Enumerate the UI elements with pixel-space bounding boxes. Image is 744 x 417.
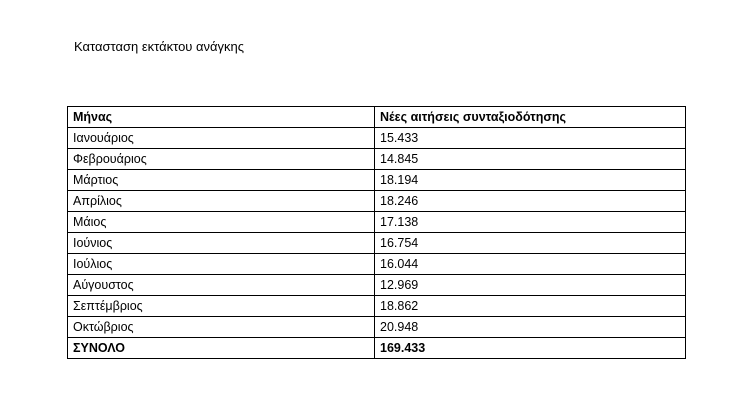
table-row xyxy=(68,170,686,191)
table-row xyxy=(68,128,686,149)
applications-cell: 18.194 xyxy=(375,170,686,191)
month-cell: Ιούλιος xyxy=(68,254,375,275)
applications-cell: 18.862 xyxy=(375,296,686,317)
total-label: ΣΥΝΟΛΟ xyxy=(68,338,375,359)
month-cell: Ιούνιος xyxy=(68,233,375,254)
month-cell: Μάρτιος xyxy=(68,170,375,191)
column-header-month: Μήνας xyxy=(68,107,375,128)
table-row xyxy=(68,212,686,233)
table-row xyxy=(68,254,686,275)
total-row xyxy=(68,338,686,359)
applications-cell: 18.246 xyxy=(375,191,686,212)
table-row xyxy=(68,233,686,254)
applications-table xyxy=(67,106,686,359)
month-cell: Σεπτέμβριος xyxy=(68,296,375,317)
page-title: Κατασταση εκτάκτου ανάγκης xyxy=(74,39,245,54)
table-row xyxy=(68,191,686,212)
table-header-row xyxy=(68,107,686,128)
table-row xyxy=(68,317,686,338)
month-cell: Αύγουστος xyxy=(68,275,375,296)
month-cell: Μάιος xyxy=(68,212,375,233)
applications-cell: 14.845 xyxy=(375,149,686,170)
month-cell: Ιανουάριος xyxy=(68,128,375,149)
column-header-new-applications: Νέες αιτήσεις συνταξιοδότησης xyxy=(375,107,686,128)
applications-cell: 15.433 xyxy=(375,128,686,149)
applications-cell: 20.948 xyxy=(375,317,686,338)
table-row xyxy=(68,149,686,170)
total-value: 169.433 xyxy=(375,338,686,359)
month-cell: Απρίλιος xyxy=(68,191,375,212)
month-cell: Φεβρουάριος xyxy=(68,149,375,170)
applications-cell: 16.044 xyxy=(375,254,686,275)
table-row xyxy=(68,275,686,296)
applications-cell: 17.138 xyxy=(375,212,686,233)
applications-cell: 12.969 xyxy=(375,275,686,296)
month-cell: Οκτώβριος xyxy=(68,317,375,338)
table-row xyxy=(68,296,686,317)
applications-cell: 16.754 xyxy=(375,233,686,254)
